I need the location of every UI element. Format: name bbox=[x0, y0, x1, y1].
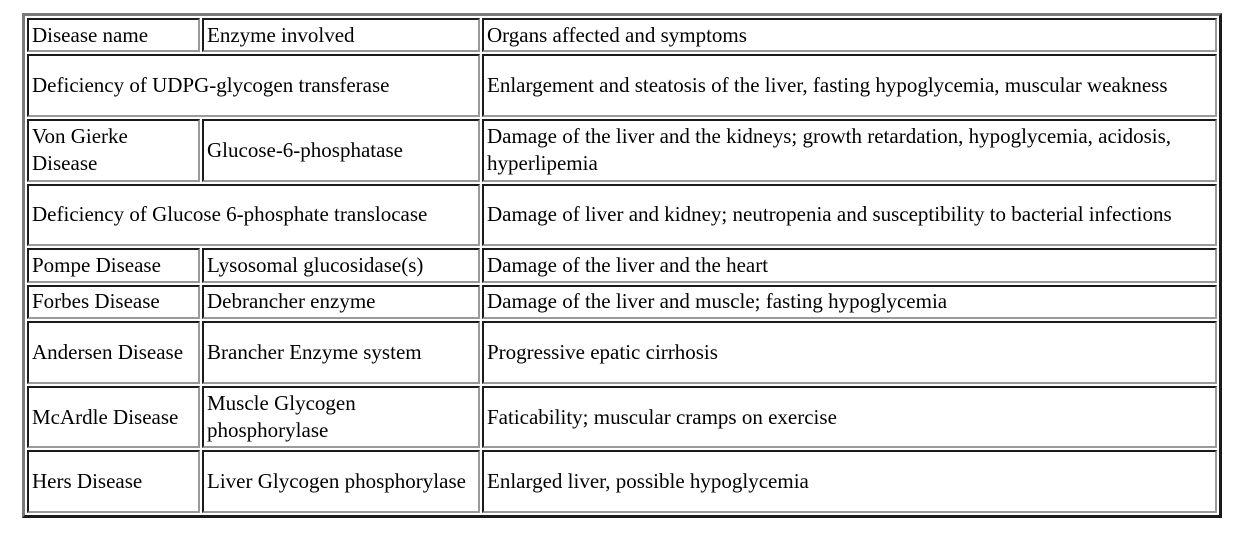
header-disease-name: Disease name bbox=[27, 18, 200, 52]
disease-name-cell: Deficiency of Glucose 6-phosphate translocase bbox=[27, 184, 480, 247]
table-row bbox=[27, 321, 1217, 384]
header-enzyme-involved: Enzyme involved bbox=[202, 18, 480, 52]
organs-cell: Damage of the liver and the heart bbox=[482, 248, 1217, 282]
organs-cell: Faticability; muscular cramps on exercise bbox=[482, 386, 1217, 449]
disease-name-cell: Deficiency of UDPG-glycogen transferase bbox=[27, 54, 480, 117]
table-row bbox=[27, 54, 1217, 117]
disease-name-cell: McArdle Disease bbox=[27, 386, 200, 449]
organs-cell: Damage of the liver and muscle; fasting hypoglycemia bbox=[482, 285, 1217, 319]
organs-cell: Enlargement and steatosis of the liver, fasting hypoglycemia, muscular weakness bbox=[482, 54, 1217, 117]
disease-name-cell: Hers Disease bbox=[27, 450, 200, 513]
enzyme-cell: Debrancher enzyme bbox=[202, 285, 480, 319]
enzyme-cell: Glucose-6-phosphatase bbox=[202, 119, 480, 182]
table-row bbox=[27, 119, 1217, 182]
enzyme-cell: Brancher Enzyme system bbox=[202, 321, 480, 384]
enzyme-cell: Lysosomal glucosidase(s) bbox=[202, 248, 480, 282]
table-row bbox=[27, 450, 1217, 513]
disease-name-cell: Forbes Disease bbox=[27, 285, 200, 319]
table-row bbox=[27, 285, 1217, 319]
enzyme-cell: Muscle Glycogen phosphorylase bbox=[202, 386, 480, 449]
disease-name-cell: Andersen Disease bbox=[27, 321, 200, 384]
organs-cell: Damage of the liver and the kidneys; growth retardation, hypoglycemia, acidosis, hyperlipemia bbox=[482, 119, 1217, 182]
glycogen-storage-disease-table bbox=[22, 13, 1222, 518]
table-row bbox=[27, 248, 1217, 282]
disease-name-cell: Von Gierke Disease bbox=[27, 119, 200, 182]
organs-cell: Enlarged liver, possible hypoglycemia bbox=[482, 450, 1217, 513]
table-header-row bbox=[27, 18, 1217, 52]
organs-cell: Progressive epatic cirrhosis bbox=[482, 321, 1217, 384]
organs-cell: Damage of liver and kidney; neutropenia and susceptibility to bacterial infections bbox=[482, 184, 1217, 247]
enzyme-cell: Liver Glycogen phosphorylase bbox=[202, 450, 480, 513]
disease-table bbox=[25, 16, 1219, 515]
disease-name-cell: Pompe Disease bbox=[27, 248, 200, 282]
table-row bbox=[27, 386, 1217, 449]
header-organs-symptoms: Organs affected and symptoms bbox=[482, 18, 1217, 52]
table-row bbox=[27, 184, 1217, 247]
